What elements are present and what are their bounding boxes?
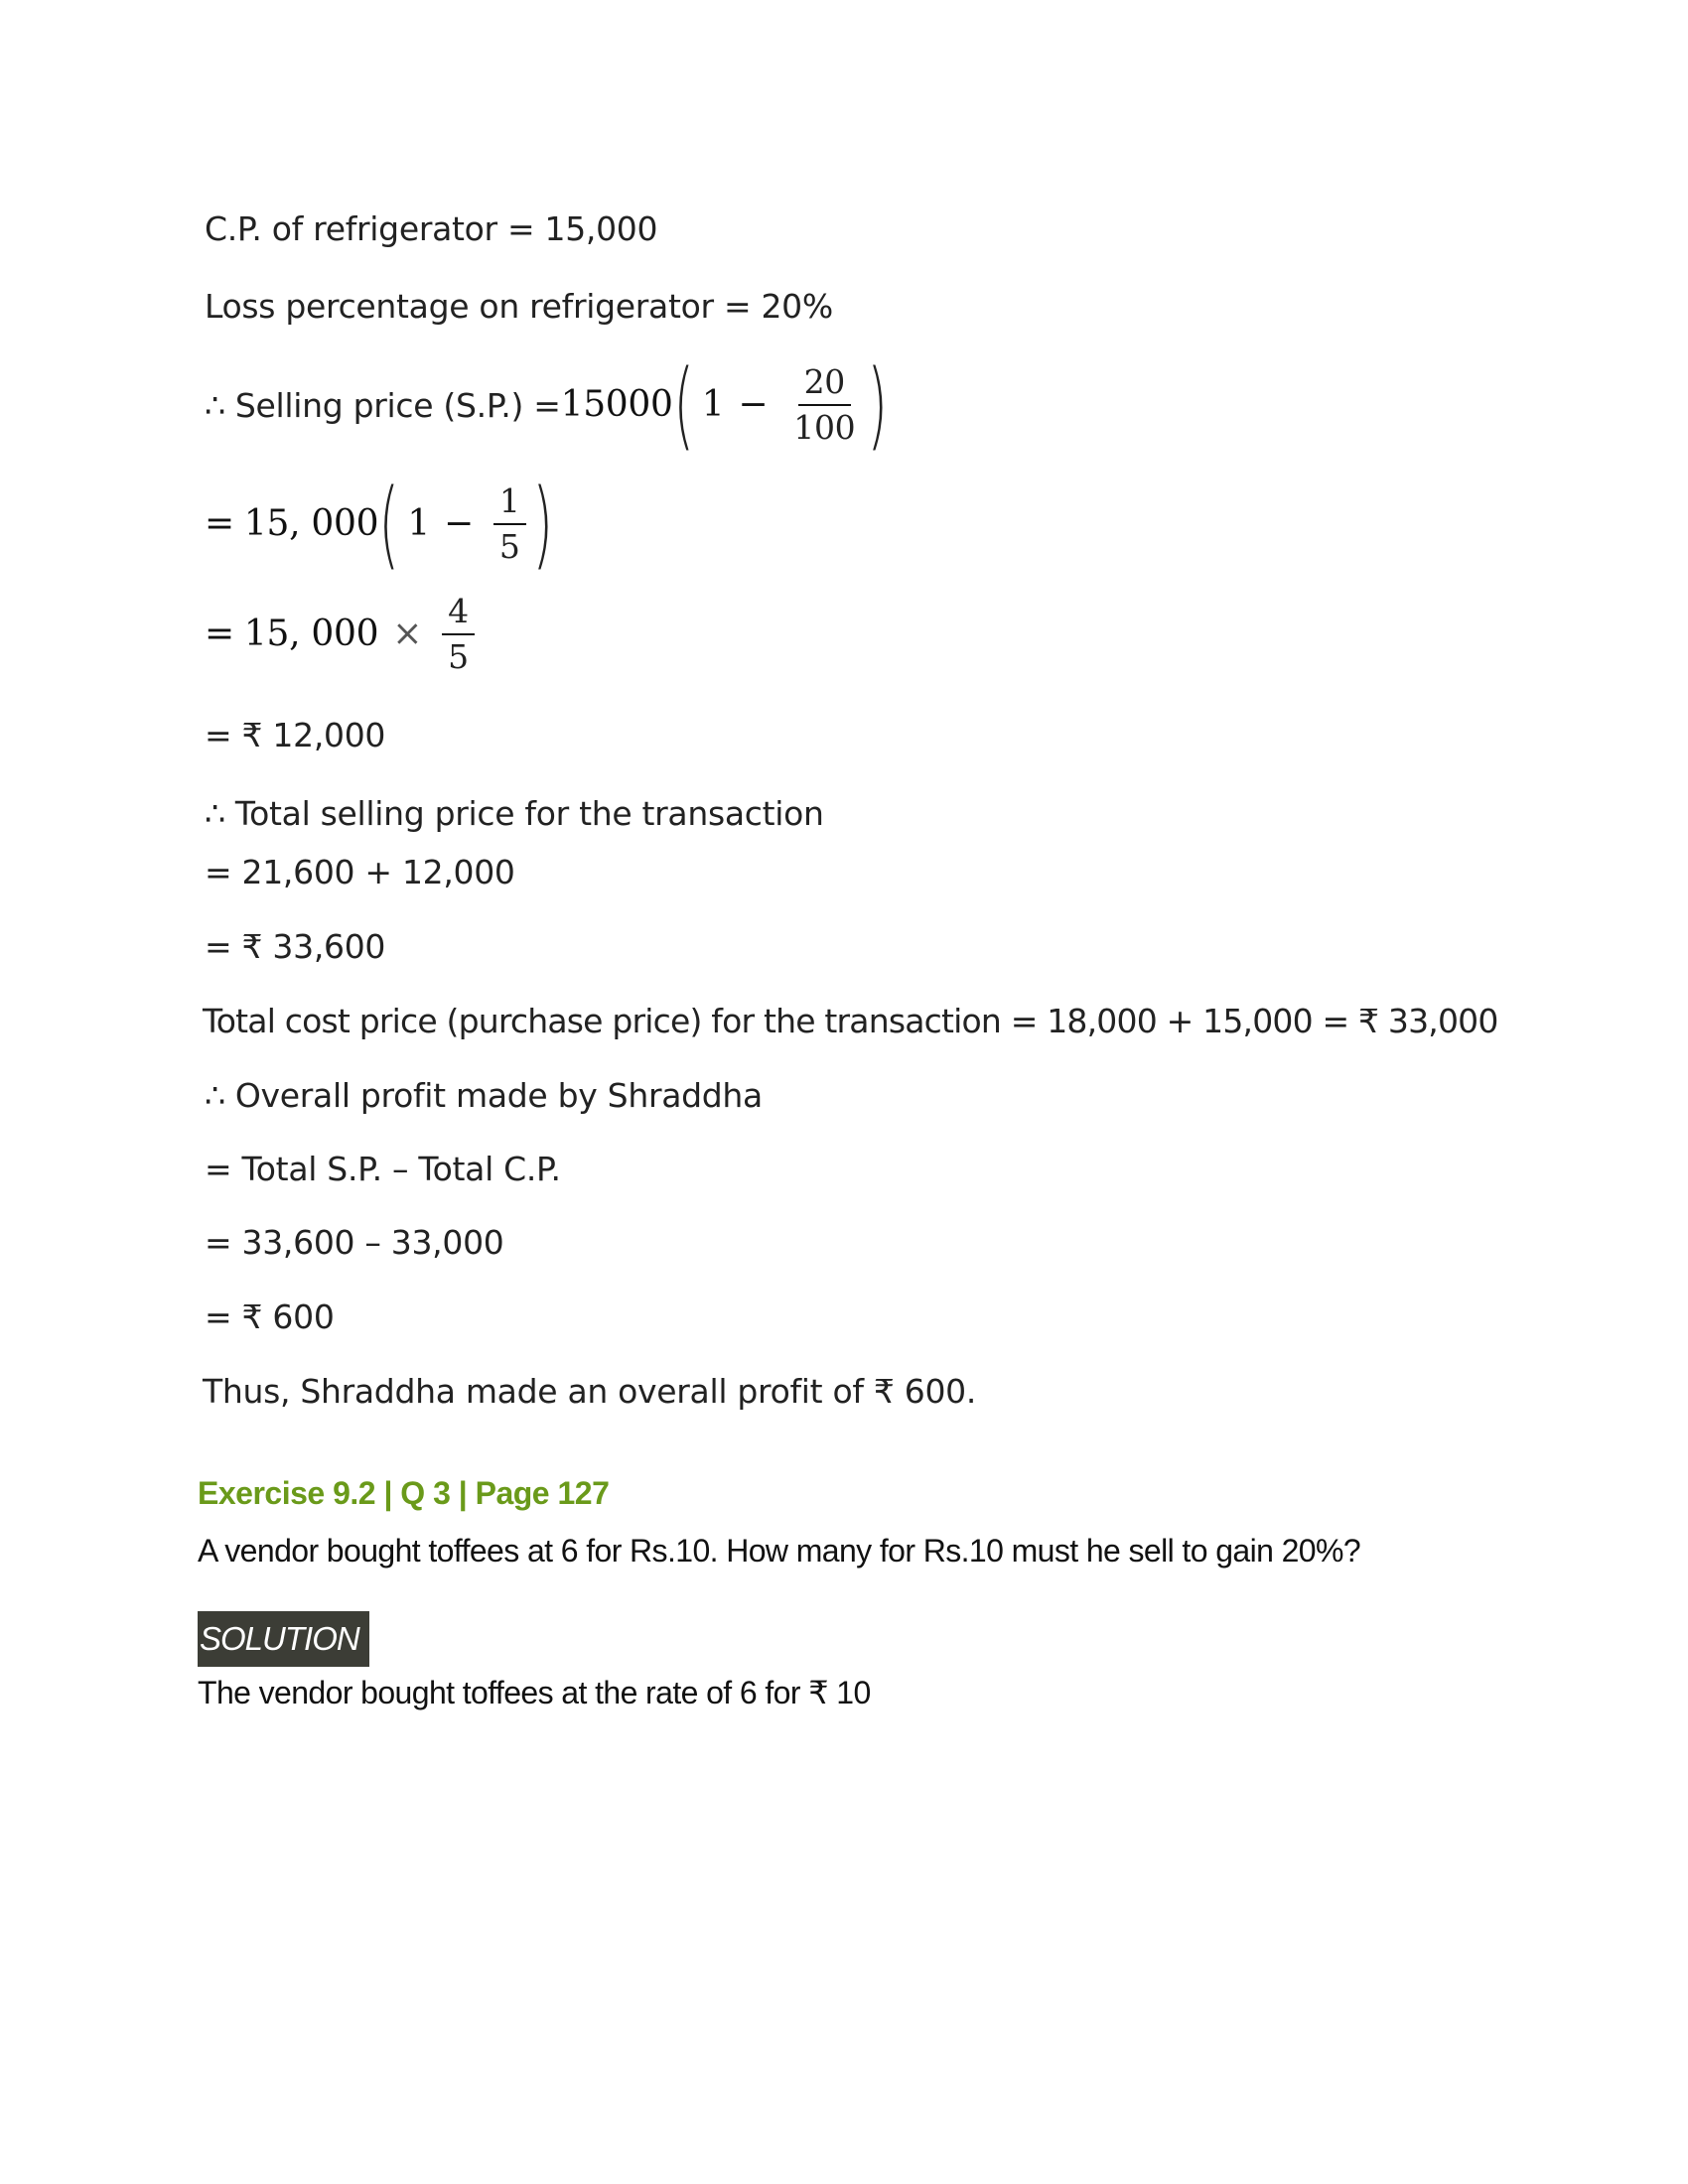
fraction-numerator: 20 — [798, 364, 851, 406]
equals-sign: = — [205, 614, 234, 655]
sp-formula-label: ∴ Selling price (S.P.) = — [205, 385, 561, 425]
solution-badge: SOLUTION — [198, 1611, 369, 1667]
sp-formula-one: 1 — [701, 384, 725, 425]
step-base: 15, 000 — [243, 614, 379, 655]
minus-sign: − — [738, 384, 769, 425]
total-sp-sum: = 21,600 + 12,000 — [205, 853, 515, 891]
fraction-4-over-5 — [442, 594, 475, 676]
profit-formula: = Total S.P. – Total C.P. — [205, 1150, 561, 1188]
right-paren: ) — [531, 469, 553, 580]
left-paren: ( — [378, 469, 399, 580]
right-paren: ) — [867, 349, 889, 461]
left-paren: ( — [672, 349, 694, 461]
sp-refrigerator-value: = ₹ 12,000 — [205, 716, 386, 754]
loss-percentage-line: Loss percentage on refrigerator = 20% — [205, 287, 833, 326]
step-one: 1 — [407, 503, 430, 544]
solution-first-line: The vendor bought toffees at the rate of 6 for ₹ 10 — [198, 1675, 871, 1710]
fraction-1-over-5 — [493, 480, 526, 566]
fraction-denominator: 5 — [448, 637, 469, 677]
profit-value: = ₹ 600 — [205, 1297, 335, 1336]
step-simplified-fraction — [205, 469, 553, 580]
total-sp-value: = ₹ 33,600 — [205, 927, 386, 966]
question-text: A vendor bought toffees at 6 for Rs.10. How many for Rs.10 must he sell to gain 20%? — [198, 1533, 1361, 1569]
step-base: 15, 000 — [243, 503, 379, 544]
times-sign: × — [392, 614, 423, 655]
step-multiply — [205, 594, 481, 676]
fraction-20-over-100 — [787, 361, 861, 447]
exercise-heading: Exercise 9.2 | Q 3 | Page 127 — [198, 1475, 610, 1511]
fraction-numerator: 4 — [442, 594, 475, 635]
fraction-denominator: 5 — [498, 527, 520, 566]
cp-refrigerator-line: C.P. of refrigerator = 15,000 — [205, 209, 658, 248]
total-sp-label: ∴ Total selling price for the transaction — [205, 794, 824, 833]
total-cp-line: Total cost price (purchase price) for the transaction = 18,000 + 15,000 = ₹ 33,000 — [203, 1002, 1498, 1040]
sp-formula-base: 15000 — [560, 384, 673, 425]
selling-price-formula — [205, 349, 889, 461]
minus-sign: − — [443, 503, 474, 544]
profit-calc: = 33,600 – 33,000 — [205, 1223, 504, 1262]
fraction-denominator: 100 — [793, 408, 856, 447]
equals-sign: = — [205, 503, 234, 544]
conclusion: Thus, Shraddha made an overall profit of ₹ 600. — [203, 1372, 977, 1411]
fraction-numerator: 1 — [493, 483, 526, 525]
overall-profit-label: ∴ Overall profit made by Shraddha — [205, 1076, 763, 1115]
